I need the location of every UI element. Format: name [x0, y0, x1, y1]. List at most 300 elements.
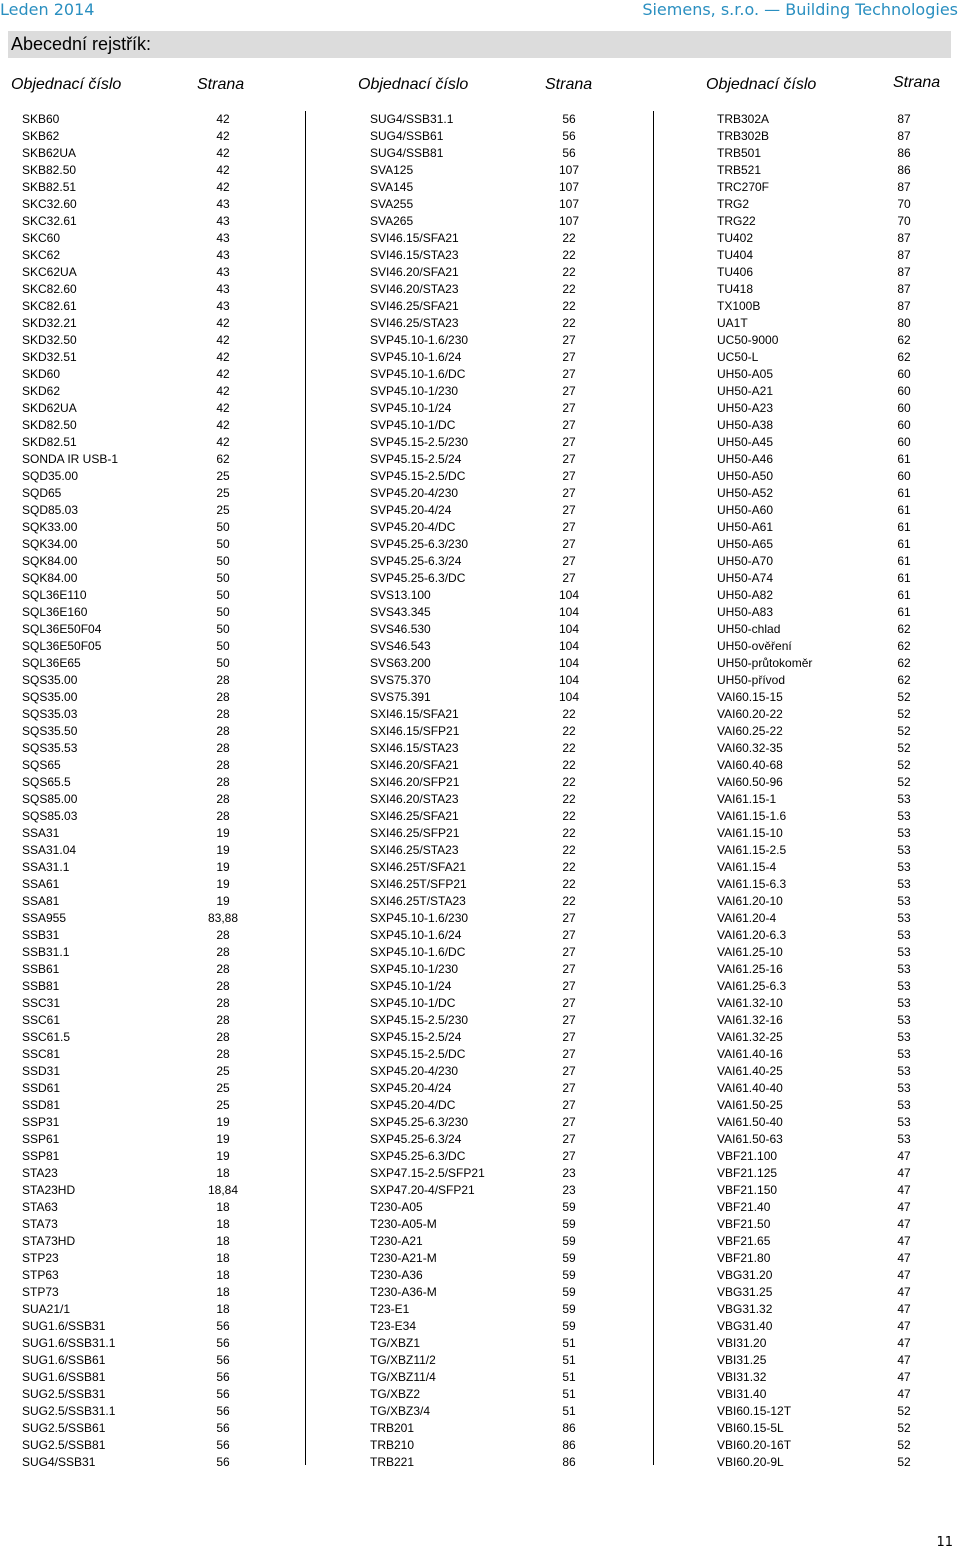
page-reference: 42: [216, 129, 230, 143]
order-number: VAI61.32-16: [717, 1013, 783, 1027]
index-row: [22, 961, 322, 978]
page-reference: 104: [558, 605, 580, 619]
page-reference: 43: [216, 248, 230, 262]
page-reference: 27: [562, 1132, 576, 1146]
order-number: VBF21.80: [717, 1251, 771, 1265]
order-number: VBF21.50: [717, 1217, 771, 1231]
page-reference: 47: [897, 1353, 911, 1367]
order-number: SQL36E65: [22, 656, 81, 670]
page-reference: 56: [216, 1404, 230, 1418]
index-row: [22, 1114, 322, 1131]
page-reference: 22: [562, 877, 576, 891]
page-reference: 27: [562, 486, 576, 500]
order-number: SKD32.21: [22, 316, 77, 330]
order-number: SKB82.51: [22, 180, 77, 194]
index-row: [22, 417, 322, 434]
order-number: VAI61.40-16: [717, 1047, 783, 1061]
index-row: [22, 536, 322, 553]
order-number: SUG4/SSB31.1: [370, 112, 454, 126]
order-number: SVA125: [370, 163, 414, 177]
index-row: [717, 791, 960, 808]
page-reference: 25: [216, 503, 230, 517]
index-row: [717, 1012, 960, 1029]
page-reference: 42: [216, 146, 230, 160]
page-reference: 28: [216, 996, 230, 1010]
order-number: SUG2.5/SSB31: [22, 1387, 106, 1401]
page-reference: 50: [216, 588, 230, 602]
index-row: [22, 128, 322, 145]
order-number: UH50-A38: [717, 418, 774, 432]
order-number: SQK33.00: [22, 520, 78, 534]
page-reference: 50: [216, 656, 230, 670]
order-number: VBI31.40: [717, 1387, 767, 1401]
index-row: [22, 944, 322, 961]
page-reference: 104: [558, 656, 580, 670]
page-reference: 52: [897, 758, 911, 772]
index-row: [22, 1403, 322, 1420]
index-row: [22, 842, 322, 859]
order-number: SXI46.25T/SFA21: [370, 860, 467, 874]
order-number: SXI46.15/SFA21: [370, 707, 459, 721]
index-row: [370, 417, 670, 434]
index-row: [370, 145, 670, 162]
page-reference: 56: [562, 112, 576, 126]
order-number: STA63: [22, 1200, 58, 1214]
page-reference: 87: [897, 180, 911, 194]
order-number: UC50-L: [717, 350, 759, 364]
order-number: UH50-A65: [717, 537, 774, 551]
page-reference: 53: [897, 1115, 911, 1129]
index-row: [717, 842, 960, 859]
index-row: [370, 638, 670, 655]
order-number: SVI46.15/SFA21: [370, 231, 459, 245]
order-number: SUG2.5/SSB81: [22, 1438, 106, 1452]
page-reference: 52: [897, 690, 911, 704]
order-number: SUG1.6/SSB81: [22, 1370, 106, 1384]
index-row: [22, 383, 322, 400]
page-reference: 27: [562, 384, 576, 398]
page-reference: 53: [897, 945, 911, 959]
index-row: [22, 910, 322, 927]
index-row: [370, 230, 670, 247]
index-row: [717, 417, 960, 434]
page-reference: 104: [558, 622, 580, 636]
page-reference: 52: [897, 724, 911, 738]
index-row: [22, 1335, 322, 1352]
order-number: SONDA IR USB-1: [22, 452, 119, 466]
page-reference: 27: [562, 911, 576, 925]
page-reference: 43: [216, 282, 230, 296]
page-reference: 27: [562, 1098, 576, 1112]
index-row: [370, 162, 670, 179]
order-number: UH50-A52: [717, 486, 774, 500]
page-reference: 22: [562, 316, 576, 330]
index-row: [370, 298, 670, 315]
order-number: VAI60.40-68: [717, 758, 783, 772]
index-row: [717, 1437, 960, 1454]
order-number: SSB31.1: [22, 945, 70, 959]
index-row: [717, 145, 960, 162]
order-number: SXI46.25/SFP21: [370, 826, 460, 840]
order-number: SKC60: [22, 231, 61, 245]
index-row: [717, 1403, 960, 1420]
order-number: SVP45.20-4/DC: [370, 520, 456, 534]
index-row: [22, 1165, 322, 1182]
order-number: SSB61: [22, 962, 60, 976]
index-row: [717, 1335, 960, 1352]
index-row: [370, 536, 670, 553]
order-number: VAI61.15-10: [717, 826, 783, 840]
page-reference: 43: [216, 265, 230, 279]
order-number: UH50-A05: [717, 367, 774, 381]
index-row: [717, 434, 960, 451]
page-reference: 28: [216, 1047, 230, 1061]
order-number: SVP45.10-1/230: [370, 384, 459, 398]
page-reference: 22: [562, 299, 576, 313]
page-reference: 52: [897, 1404, 911, 1418]
order-number: SVP45.15-2.5/24: [370, 452, 462, 466]
page-reference: 87: [897, 299, 911, 313]
page-reference: 52: [897, 741, 911, 755]
page-reference: 47: [897, 1234, 911, 1248]
page-reference: 19: [216, 1149, 230, 1163]
order-number: SXP47.20-4/SFP21: [370, 1183, 475, 1197]
order-number: STA73: [22, 1217, 58, 1231]
index-row: [22, 298, 322, 315]
order-number: VAI61.15-1.6: [717, 809, 787, 823]
page-reference: 61: [897, 605, 911, 619]
page-reference: 80: [897, 316, 911, 330]
page-reference: 59: [562, 1319, 576, 1333]
index-row: [22, 1250, 322, 1267]
order-number: SQS35.00: [22, 690, 78, 704]
page-reference: 53: [897, 1047, 911, 1061]
order-number: SQK34.00: [22, 537, 78, 551]
page-reference: 22: [562, 282, 576, 296]
index-row: [370, 604, 670, 621]
page-reference: 104: [558, 588, 580, 602]
index-row: [717, 281, 960, 298]
order-number: SXI46.25/SFA21: [370, 809, 459, 823]
page-reference: 59: [562, 1302, 576, 1316]
order-number: SXI46.25T/SFP21: [370, 877, 467, 891]
index-row: [370, 842, 670, 859]
order-number: SVI46.25/STA23: [370, 316, 459, 330]
order-number: TRG2: [717, 197, 750, 211]
page-reference: 27: [562, 1081, 576, 1095]
index-row: [717, 587, 960, 604]
order-number: UC50-9000: [717, 333, 779, 347]
index-row: [370, 706, 670, 723]
index-row: [22, 502, 322, 519]
page-reference: 18: [216, 1234, 230, 1248]
page-reference: 27: [562, 503, 576, 517]
order-number: SXI46.15/SFP21: [370, 724, 460, 738]
index-row: [22, 587, 322, 604]
index-row: [717, 893, 960, 910]
col3-header-page: Strana: [893, 74, 941, 91]
index-row: [717, 808, 960, 825]
index-row: [717, 519, 960, 536]
page-reference: 47: [897, 1319, 911, 1333]
order-number: SQS35.50: [22, 724, 78, 738]
col1-header-page: Strana: [197, 76, 245, 93]
index-row: [717, 1182, 960, 1199]
page-reference: 87: [897, 282, 911, 296]
order-number: TU418: [717, 282, 754, 296]
index-row: [22, 519, 322, 536]
index-row: [22, 604, 322, 621]
index-row: [717, 1352, 960, 1369]
page-reference: 59: [562, 1251, 576, 1265]
page-reference: 28: [216, 809, 230, 823]
index-row: [22, 1012, 322, 1029]
order-number: SUG1.6/SSB31.1: [22, 1336, 116, 1350]
page-reference: 43: [216, 299, 230, 313]
order-number: SXI46.20/STA23: [370, 792, 459, 806]
page-reference: 53: [897, 1081, 911, 1095]
order-number: T230-A21-M: [370, 1251, 437, 1265]
page-reference: 42: [216, 316, 230, 330]
index-row: [22, 332, 322, 349]
page-reference: 53: [897, 928, 911, 942]
index-row: [717, 570, 960, 587]
page-reference: 42: [216, 435, 230, 449]
page-reference: 53: [897, 809, 911, 823]
index-row: [717, 536, 960, 553]
order-number: SVP45.25-6.3/230: [370, 537, 469, 551]
index-row: [370, 757, 670, 774]
order-number: VAI61.32-10: [717, 996, 783, 1010]
page-reference: 19: [216, 860, 230, 874]
page-reference: 22: [562, 707, 576, 721]
order-number: SSA31: [22, 826, 60, 840]
page-reference: 19: [216, 826, 230, 840]
index-row: [717, 349, 960, 366]
order-number: SXI46.15/STA23: [370, 741, 459, 755]
index-row: [717, 196, 960, 213]
page-reference: 53: [897, 843, 911, 857]
index-row: [370, 1369, 670, 1386]
order-number: SQK84.00: [22, 554, 78, 568]
index-row: [22, 366, 322, 383]
index-row: [717, 111, 960, 128]
header-date: Leden 2014: [0, 0, 95, 19]
page-reference: 18: [216, 1285, 230, 1299]
index-row: [370, 1080, 670, 1097]
index-row: [370, 944, 670, 961]
order-number: SUG4/SSB31: [22, 1455, 96, 1469]
order-number: SQS35.53: [22, 741, 78, 755]
order-number: VAI61.20-4: [717, 911, 777, 925]
page-reference: 27: [562, 1030, 576, 1044]
order-number: TRB302A: [717, 112, 770, 126]
order-number: SQD85.03: [22, 503, 79, 517]
order-number: SKD62UA: [22, 401, 77, 415]
index-row: [717, 1301, 960, 1318]
order-number: VAI61.15-1: [717, 792, 777, 806]
index-row: [717, 1131, 960, 1148]
index-row: [370, 553, 670, 570]
index-row: [370, 111, 670, 128]
page-reference: 62: [897, 350, 911, 364]
index-row: [370, 332, 670, 349]
order-number: SXP45.15-2.5/230: [370, 1013, 469, 1027]
order-number: TRB302B: [717, 129, 770, 143]
page-reference: 25: [216, 486, 230, 500]
index-row: [717, 1080, 960, 1097]
index-row: [22, 995, 322, 1012]
page-reference: 42: [216, 163, 230, 177]
index-row: [370, 264, 670, 281]
order-number: SXI46.25/STA23: [370, 843, 459, 857]
index-row: [370, 672, 670, 689]
page-reference: 50: [216, 639, 230, 653]
index-row: [22, 876, 322, 893]
index-row: [717, 230, 960, 247]
page-reference: 18: [216, 1268, 230, 1282]
order-number: VBG31.40: [717, 1319, 773, 1333]
index-row: [717, 213, 960, 230]
page-reference: 47: [897, 1336, 911, 1350]
order-number: SQD35.00: [22, 469, 79, 483]
index-row: [22, 774, 322, 791]
index-row: [22, 1148, 322, 1165]
order-number: SVA255: [370, 197, 414, 211]
index-row: [370, 128, 670, 145]
order-number: SSA955: [22, 911, 67, 925]
order-number: SUG2.5/SSB31.1: [22, 1404, 116, 1418]
page-reference: 61: [897, 571, 911, 585]
index-row: [717, 1216, 960, 1233]
index-row: [370, 1284, 670, 1301]
order-number: UH50-A23: [717, 401, 774, 415]
page-reference: 43: [216, 197, 230, 211]
index-row: [370, 910, 670, 927]
page-reference: 42: [216, 418, 230, 432]
order-number: UH50-A61: [717, 520, 774, 534]
index-row: [370, 825, 670, 842]
order-number: SQS65.5: [22, 775, 71, 789]
page-reference: 22: [562, 860, 576, 874]
order-number: SQL36E160: [22, 605, 88, 619]
order-number: SSD31: [22, 1064, 61, 1078]
page-reference: 53: [897, 1132, 911, 1146]
page-reference: 22: [562, 894, 576, 908]
page-reference: 47: [897, 1302, 911, 1316]
order-number: TRC270F: [717, 180, 770, 194]
order-number: SUG4/SSB61: [370, 129, 444, 143]
page-reference: 42: [216, 112, 230, 126]
order-number: VBI31.32: [717, 1370, 767, 1384]
page-reference: 53: [897, 1030, 911, 1044]
index-row: [22, 179, 322, 196]
index-row: [717, 944, 960, 961]
page-reference: 51: [562, 1387, 576, 1401]
order-number: SQS85.00: [22, 792, 78, 806]
order-number: TRB521: [717, 163, 762, 177]
index-row: [717, 1029, 960, 1046]
page-reference: 51: [562, 1404, 576, 1418]
order-number: UA1T: [717, 316, 748, 330]
page-reference: 18,84: [207, 1183, 239, 1197]
index-row: [22, 1182, 322, 1199]
index-row: [22, 434, 322, 451]
page-reference: 42: [216, 350, 230, 364]
order-number: T230-A36: [370, 1268, 423, 1282]
order-number: UH50-ověření: [717, 639, 792, 653]
index-row: [370, 978, 670, 995]
index-row: [717, 1046, 960, 1063]
index-row: [717, 1250, 960, 1267]
page-reference: 61: [897, 503, 911, 517]
index-row: [717, 383, 960, 400]
order-number: UH50-A45: [717, 435, 774, 449]
index-row: [370, 1097, 670, 1114]
page-reference: 27: [562, 350, 576, 364]
index-row: [22, 978, 322, 995]
index-row: [717, 485, 960, 502]
order-number: SXP45.25-6.3/230: [370, 1115, 469, 1129]
page-reference: 22: [562, 809, 576, 823]
index-row: [717, 638, 960, 655]
index-row: [717, 247, 960, 264]
index-row: [22, 553, 322, 570]
order-number: SSC61.5: [22, 1030, 71, 1044]
index-row: [22, 1199, 322, 1216]
page-reference: 47: [897, 1149, 911, 1163]
order-number: SVI46.15/STA23: [370, 248, 459, 262]
page-reference: 61: [897, 486, 911, 500]
page-reference: 70: [897, 197, 911, 211]
index-row: [22, 213, 322, 230]
index-row: [22, 638, 322, 655]
index-row: [370, 791, 670, 808]
order-number: VAI61.40-25: [717, 1064, 783, 1078]
page-reference: 43: [216, 214, 230, 228]
order-number: SVI46.20/SFA21: [370, 265, 459, 279]
order-number: SSA31.04: [22, 843, 77, 857]
order-number: SXP45.10-1.6/24: [370, 928, 462, 942]
index-row: [717, 179, 960, 196]
index-row: [717, 961, 960, 978]
page-reference: 62: [897, 333, 911, 347]
page-reference: 50: [216, 571, 230, 585]
index-row: [370, 451, 670, 468]
index-row: [22, 927, 322, 944]
page-reference: 23: [562, 1166, 576, 1180]
order-number: SVP45.10-1/24: [370, 401, 452, 415]
order-number: SQL36E50F04: [22, 622, 102, 636]
index-row: [22, 1131, 322, 1148]
page-reference: 86: [897, 163, 911, 177]
order-number: SVS75.391: [370, 690, 431, 704]
page-reference: 107: [558, 197, 580, 211]
page-reference: 51: [562, 1353, 576, 1367]
index-row: [370, 179, 670, 196]
index-row: [717, 468, 960, 485]
page-reference: 18: [216, 1217, 230, 1231]
page-reference: 47: [897, 1183, 911, 1197]
page-reference: 27: [562, 452, 576, 466]
order-number: UH50-A70: [717, 554, 774, 568]
order-number: SVP45.20-4/24: [370, 503, 452, 517]
page-reference: 83,88: [207, 911, 239, 925]
index-row: [717, 825, 960, 842]
index-row: [717, 1386, 960, 1403]
col1-header-code: Objednací číslo: [11, 76, 122, 93]
order-number: UH50-průtokoměr: [717, 656, 813, 670]
